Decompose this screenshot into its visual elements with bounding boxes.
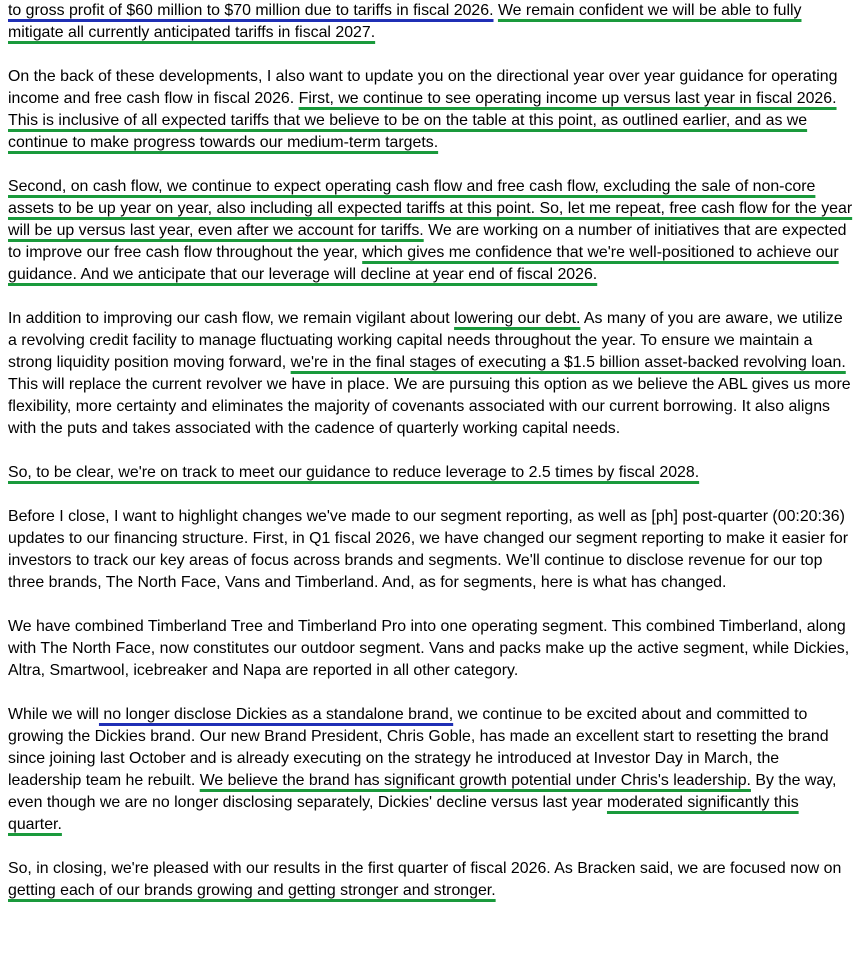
highlighted-text: no longer disclose Dickies as a standalone brand, xyxy=(98,706,454,723)
paragraph-2 xyxy=(8,66,853,154)
text-segment: So, in closing, we're pleased with our results in the first quarter of fiscal 2026. As Bracken said, we are focused now on xyxy=(8,860,842,877)
highlighted-text: First, we continue to see operating income up versus last year in fiscal 2026. This is inclusive of all expected tariffs that we believe to be on the table at this point, as outlined earlier, and as we continue to make progress towards our medium-term targets. xyxy=(8,90,837,151)
highlighted-text: We remain confident we will be able to fully mitigate all currently anticipated tariffs in fiscal 2027. xyxy=(8,2,802,41)
text-segment: We are working on a number of initiatives that are expected to improve our free cash flow throughout the year, xyxy=(8,222,847,261)
paragraph-7 xyxy=(8,616,853,682)
highlighted-text: So, to be clear, we're on track to meet our guidance to reduce leverage to 2.5 times by fiscal 2028. xyxy=(8,464,700,481)
highlighted-text: Second, on cash flow, we continue to expect operating cash flow and free cash flow, excluding the sale of non-core assets to be up year on year, also including all expected tariffs at this point. So, let me repeat, free cash flow for the year will be up versus last year, even after we account for tariffs. xyxy=(8,178,853,239)
text-segment: This will replace the current revolver we have in place. We are pursuing this option as we believe the ABL gives us more flexibility, more certainty and eliminates the majority of covenants associated with our current borrowing. It also aligns with the puts and takes associated with the cadence of quarterly working capital needs. xyxy=(8,376,851,437)
text-segment: we continue to be excited about and committed to growing the Dickies brand. Our new Brand President, Chris Goble, has made an excellent start to resetting the brand since joining last October and is already executing on the strategy he introduced at Investor Day in March, the leadership team he rebuilt. xyxy=(8,706,829,789)
highlighted-text: We believe the brand has significant growth potential under Chris's leadership. xyxy=(199,772,751,789)
paragraph-6 xyxy=(8,506,853,594)
highlighted-text: moderated significantly this quarter. xyxy=(8,794,799,833)
highlighted-text: getting each of our brands growing and getting stronger and stronger. xyxy=(8,882,496,899)
text-segment: While we will xyxy=(8,706,99,723)
highlighted-text: to gross profit of $60 million to $70 million due to tariffs in fiscal 2026. xyxy=(8,2,494,19)
text-segment: As many of you are aware, we utilize a revolving credit facility to manage fluctuating working capital needs throughout the year. To ensure we maintain a strong liquidity position moving forward, xyxy=(8,310,843,371)
paragraph-1 xyxy=(8,0,853,44)
paragraph-9 xyxy=(8,858,853,902)
highlighted-text: we're in the final stages of executing a $1.5 billion asset-backed revolving loan. xyxy=(290,354,846,371)
paragraph-4 xyxy=(8,308,853,440)
paragraph-8 xyxy=(8,704,853,836)
highlighted-text: lowering our debt. xyxy=(454,310,581,327)
paragraph-5 xyxy=(8,462,853,484)
highlighted-text: which gives me confidence that we're well-positioned to achieve our guidance. And we anticipate that our leverage will decline at year end of fiscal 2026. xyxy=(8,244,839,283)
text-segment: In addition to improving our cash flow, we remain vigilant about xyxy=(8,310,455,327)
text-segment: By the way, even though we are no longer disclosing separately, Dickies' decline versus last year xyxy=(8,772,837,811)
text-segment: Before I close, I want to highlight changes we've made to our segment reporting, as well as [ph] post-quarter (00:20:36) updates to our financing structure. First, in Q1 fiscal 2026, we have changed our segment reporting to make it easier for investors to track our key areas of focus across brands and segments. We'll continue to disclose revenue for our top three brands, The North Face, Vans and Timberland. And, as for segments, here is what has changed. xyxy=(8,508,849,591)
text-segment: On the back of these developments, I also want to update you on the directional year over year guidance for operating income and free cash flow in fiscal 2026. xyxy=(8,68,838,107)
text-segment: We have combined Timberland Tree and Timberland Pro into one operating segment. This combined Timberland, along with The North Face, now constitutes our outdoor segment. Vans and packs make up the active segment, while Dickies, Altra, Smartwool, icebreaker and Napa are reported in all other category. xyxy=(8,618,850,679)
paragraph-3 xyxy=(8,176,853,286)
